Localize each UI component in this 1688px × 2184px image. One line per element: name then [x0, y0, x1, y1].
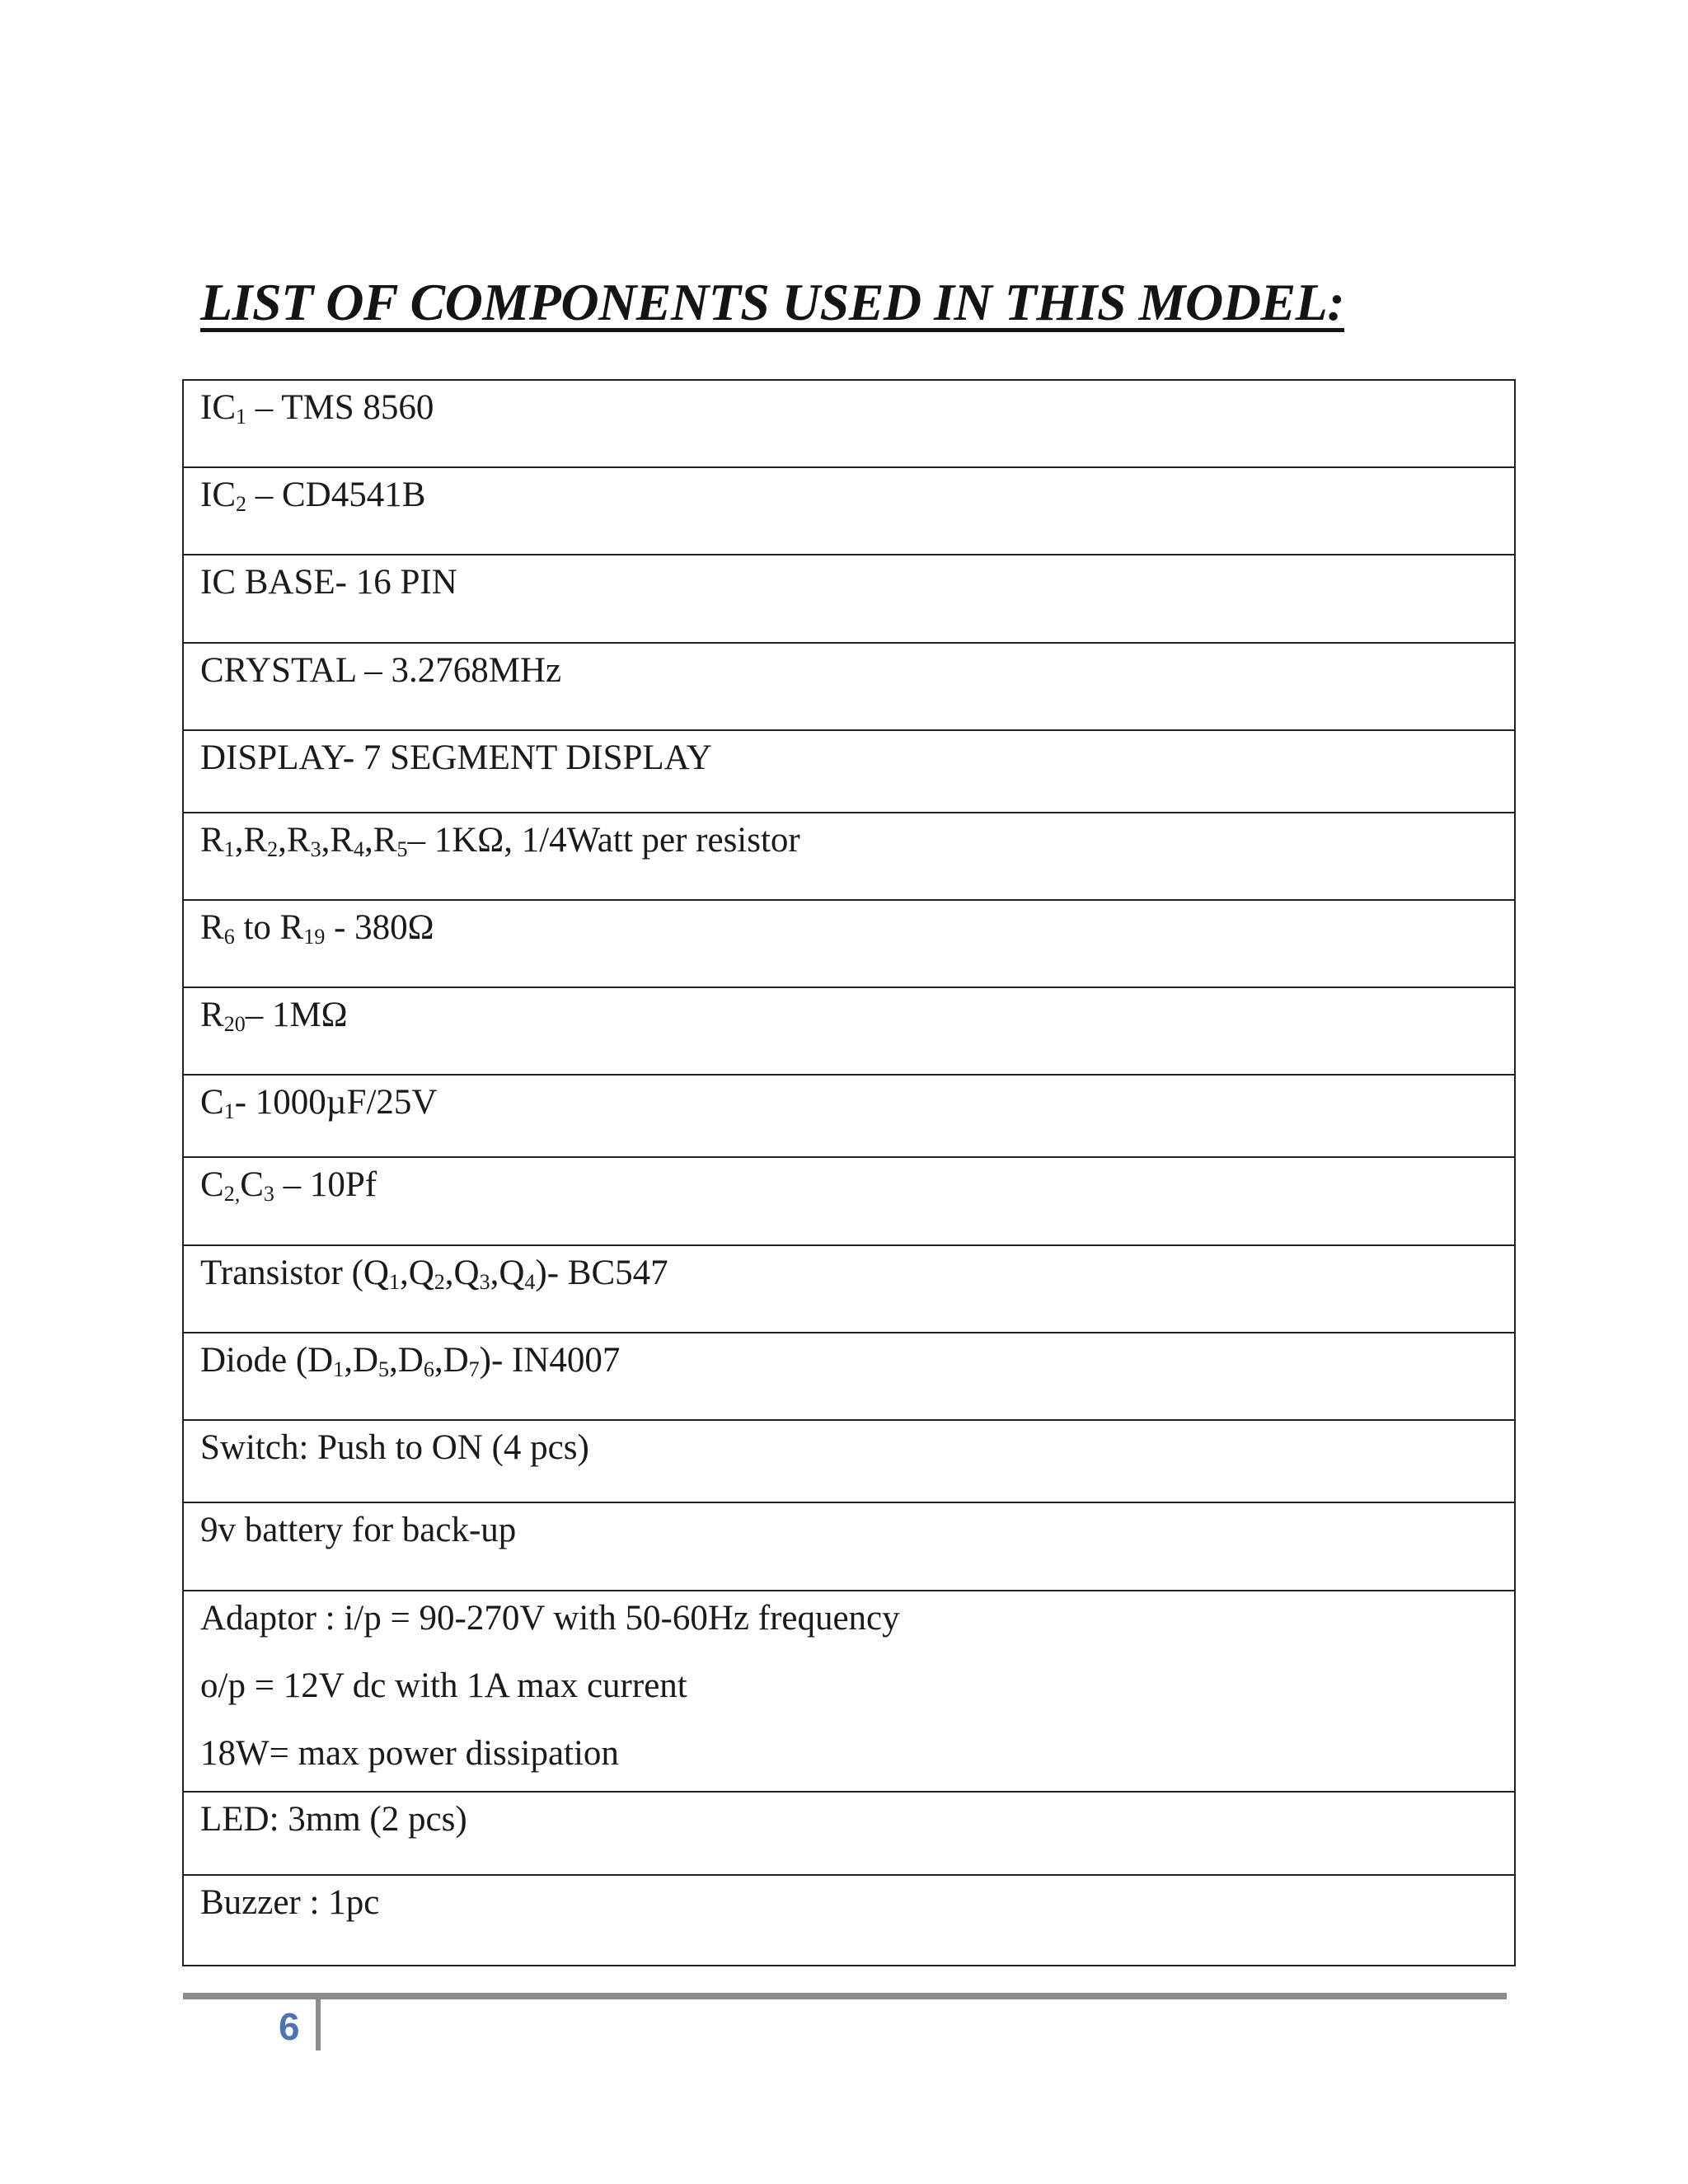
component-text-segment: ,R [321, 821, 354, 860]
component-subscript: 2, [223, 1182, 241, 1206]
component-cell [183, 987, 1515, 1075]
component-text-segment: – 1KΩ, 1/4Watt per resistor [407, 821, 800, 860]
component-text-segment: ,R [234, 821, 268, 860]
component-subscript: 4 [354, 837, 364, 861]
components-table-body [183, 380, 1515, 1966]
component-text [200, 813, 1514, 863]
component-row [183, 1591, 1515, 1792]
component-cell [183, 1157, 1515, 1245]
component-cell [183, 1333, 1515, 1420]
component-text-line: Adaptor : i/p = 90-270V with 50-60Hz frequency [200, 1599, 900, 1638]
component-text-segment: Buzzer : 1pc [200, 1883, 380, 1922]
component-row [183, 1875, 1515, 1966]
component-text-segment: IC BASE- 16 PIN [200, 563, 457, 602]
component-text-segment: ,R [364, 821, 397, 860]
component-text [200, 1503, 1514, 1553]
component-row [183, 1792, 1515, 1875]
component-text-segment: Switch: Push to ON (4 pcs) [200, 1428, 589, 1467]
component-cell [183, 1502, 1515, 1591]
component-text [200, 644, 1514, 693]
component-text-segment: DISPLAY- 7 SEGMENT DISPLAY [200, 738, 712, 777]
component-row [183, 1075, 1515, 1157]
component-text-segment: R [200, 996, 224, 1034]
component-text-segment: ,R [278, 821, 311, 860]
component-text-segment: ,D [434, 1341, 469, 1380]
component-text-segment: - 380Ω [325, 908, 434, 947]
component-text [200, 1421, 1514, 1470]
component-subscript: 1 [388, 1270, 400, 1294]
component-text-segment: 9v battery for back-up [200, 1511, 517, 1549]
component-subscript: 20 [223, 1012, 246, 1036]
component-subscript: 1 [223, 1099, 235, 1123]
component-text-segment: ,Q [490, 1254, 525, 1292]
component-text [200, 1333, 1514, 1383]
component-text [200, 1158, 1514, 1207]
component-text-segment: Transistor (Q [200, 1254, 389, 1292]
page-number-separator [316, 1998, 321, 2050]
component-row [183, 1157, 1515, 1245]
component-cell [183, 1792, 1515, 1875]
component-text-segment: )- BC547 [535, 1254, 668, 1292]
component-cell [183, 813, 1515, 900]
component-text-segment: Diode (D [200, 1341, 334, 1380]
component-text [200, 988, 1514, 1038]
component-subscript: 3 [263, 1182, 274, 1206]
component-text [200, 901, 1514, 950]
component-text-segment: - 1000µF/25V [234, 1083, 438, 1122]
component-cell [183, 1245, 1515, 1333]
component-text-segment: ,Q [399, 1254, 434, 1292]
component-text-segment: IC [200, 476, 236, 514]
component-text-segment: ,D [344, 1341, 379, 1380]
component-cell [183, 1875, 1515, 1966]
component-text-segment: – 10Pf [274, 1165, 377, 1204]
component-text-segment: C [200, 1165, 224, 1204]
component-subscript: 1 [333, 1357, 345, 1381]
component-text [200, 1246, 1514, 1296]
component-text [200, 1793, 1514, 1842]
component-row [183, 730, 1515, 813]
component-subscript: 2 [434, 1270, 445, 1294]
component-row [183, 987, 1515, 1075]
component-text-line: 18W= max power dissipation [200, 1733, 619, 1773]
component-text-segment: C [200, 1083, 224, 1122]
component-subscript: 3 [310, 837, 321, 861]
component-subscript: 6 [223, 925, 235, 949]
component-text [200, 468, 1514, 518]
component-subscript: 5 [396, 837, 408, 861]
component-subscript: 4 [524, 1270, 536, 1294]
component-text-segment: to R [234, 908, 304, 947]
component-cell [183, 1075, 1515, 1157]
component-text-segment: CRYSTAL – 3.2768MHz [200, 651, 562, 690]
component-subscript: 5 [378, 1357, 390, 1381]
component-subscript: 6 [423, 1357, 434, 1381]
component-row [183, 1420, 1515, 1502]
component-subscript: 3 [479, 1270, 490, 1294]
component-subscript: 1 [223, 837, 235, 861]
component-cell [183, 380, 1515, 467]
component-text-segment: – TMS 8560 [246, 388, 434, 427]
component-row [183, 380, 1515, 467]
page-title: LIST OF COMPONENTS USED IN THIS MODEL: [200, 273, 1345, 331]
component-text-segment: LED: 3mm (2 pcs) [200, 1800, 467, 1839]
component-text-segment: R [200, 821, 224, 860]
component-row [183, 813, 1515, 900]
component-row [183, 1502, 1515, 1591]
component-text-line: o/p = 12V dc with 1A max current [200, 1666, 687, 1705]
component-cell [183, 900, 1515, 987]
page-number: 6 [279, 2005, 300, 2048]
component-row [183, 467, 1515, 555]
component-row [183, 900, 1515, 987]
component-text [200, 1591, 1514, 1775]
component-cell [183, 1420, 1515, 1502]
component-text [200, 555, 1514, 605]
component-text [200, 1876, 1514, 1925]
component-subscript: 19 [303, 925, 326, 949]
component-cell [183, 643, 1515, 730]
component-text-segment: ,Q [444, 1254, 480, 1292]
component-text-segment: C [240, 1165, 264, 1204]
component-text [200, 1076, 1514, 1125]
component-row [183, 555, 1515, 643]
component-text-segment: – 1MΩ [245, 996, 348, 1034]
component-subscript: 2 [267, 837, 279, 861]
component-subscript: 1 [236, 405, 246, 429]
footer-divider [183, 1993, 1507, 1999]
component-row [183, 1333, 1515, 1420]
component-cell [183, 1591, 1515, 1792]
component-cell [183, 467, 1515, 555]
component-cell [183, 555, 1515, 643]
component-row [183, 1245, 1515, 1333]
components-table [182, 379, 1516, 1966]
component-text [200, 731, 1514, 780]
component-text-segment: )- IN4007 [479, 1341, 621, 1380]
component-text-segment: – CD4541B [246, 476, 426, 514]
component-row [183, 643, 1515, 730]
component-cell [183, 730, 1515, 813]
component-text [200, 381, 1514, 430]
component-subscript: 7 [468, 1357, 480, 1381]
component-subscript: 2 [236, 492, 246, 516]
component-text-segment: ,D [389, 1341, 424, 1380]
component-text-segment: IC [200, 388, 236, 427]
component-text-segment: R [200, 908, 224, 947]
